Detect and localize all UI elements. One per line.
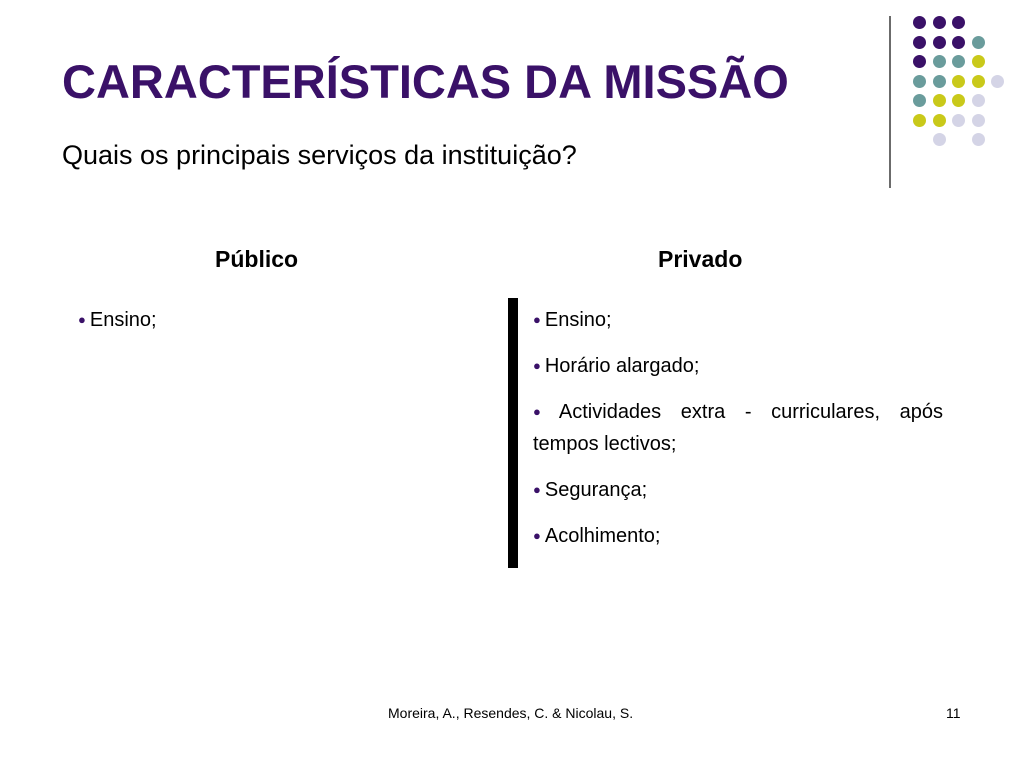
decorative-dot xyxy=(952,94,965,107)
public-column-heading: Público xyxy=(215,246,299,272)
bullet-icon: ● xyxy=(533,404,555,419)
private-list xyxy=(533,304,943,566)
decorative-dot xyxy=(913,94,926,107)
bullet-icon: ● xyxy=(533,528,541,543)
decorative-dot xyxy=(933,16,946,29)
decorative-dot xyxy=(913,16,926,29)
column-divider xyxy=(508,298,518,568)
bullet-icon: ● xyxy=(78,312,86,327)
decorative-dot xyxy=(933,55,946,68)
decorative-dot xyxy=(972,114,985,127)
footer-authors: Moreira, A., Resendes, C. & Nicolau, S. xyxy=(388,705,634,721)
decorative-dot xyxy=(933,133,946,146)
decorative-dot xyxy=(972,133,985,146)
list-item-text: Horário alargado; xyxy=(544,355,700,377)
decorative-dot xyxy=(991,75,1004,88)
list-item-text: Ensino; xyxy=(89,309,157,331)
decorative-dot xyxy=(933,75,946,88)
decorative-dot xyxy=(952,16,965,29)
decorative-dot xyxy=(972,75,985,88)
list-item-text: Ensino; xyxy=(544,309,612,331)
bullet-icon: ● xyxy=(533,358,541,373)
decorative-vertical-line xyxy=(889,16,891,188)
decorative-dot xyxy=(913,36,926,49)
decorative-dot xyxy=(913,75,926,88)
slide-title: CARACTERÍSTICAS DA MISSÃO xyxy=(62,55,789,108)
private-column-heading: Privado xyxy=(658,246,743,272)
page-number: 11 xyxy=(946,705,961,721)
decorative-dot xyxy=(913,114,926,127)
list-item-text: Acolhimento; xyxy=(544,525,661,547)
decorative-dot xyxy=(933,36,946,49)
decorative-dot xyxy=(952,75,965,88)
list-item xyxy=(533,520,943,552)
decorative-dot xyxy=(952,36,965,49)
decorative-dot xyxy=(952,114,965,127)
slide-subtitle: Quais os principais serviços da instituição? xyxy=(62,140,577,170)
public-list xyxy=(78,304,478,350)
decorative-dot xyxy=(972,55,985,68)
bullet-icon: ● xyxy=(533,482,541,497)
bullet-icon: ● xyxy=(533,312,541,327)
list-item xyxy=(533,474,943,506)
list-item-text: Segurança; xyxy=(544,479,648,501)
list-item xyxy=(533,304,943,336)
decorative-dot xyxy=(933,94,946,107)
decorative-dot xyxy=(952,55,965,68)
decorative-dot xyxy=(972,36,985,49)
decorative-dot xyxy=(972,94,985,107)
list-item-text: Actividades extra - curriculares, após tempos lectivos; xyxy=(533,401,943,455)
list-item xyxy=(78,304,478,336)
list-item xyxy=(533,350,943,382)
decorative-dot xyxy=(913,55,926,68)
decorative-dot xyxy=(933,114,946,127)
list-item xyxy=(533,396,943,460)
